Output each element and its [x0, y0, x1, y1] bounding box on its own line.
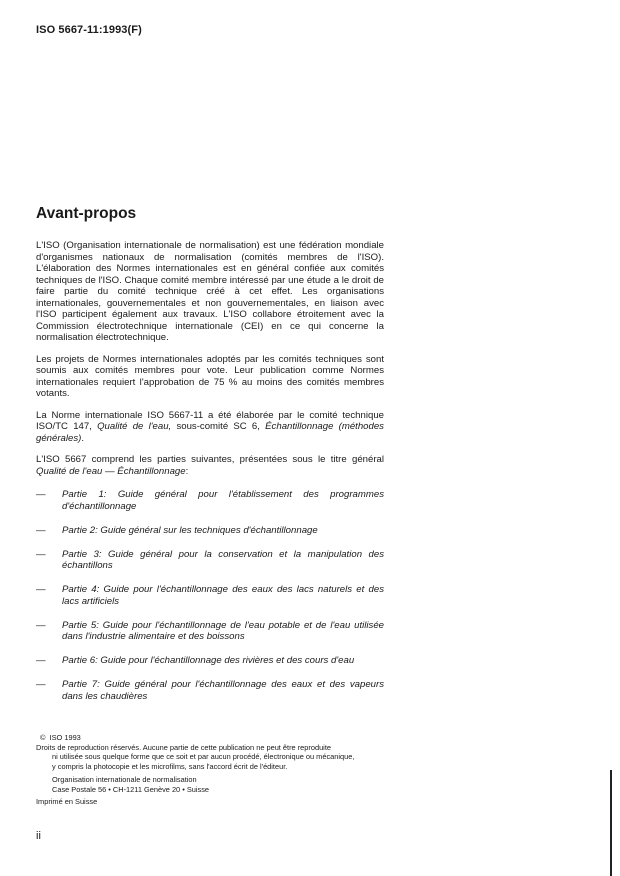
section-title: Avant-propos [36, 205, 137, 222]
rights-line-1: Droits de reproduction réservés. Aucune partie de cette publication ne peut être reproduite [36, 742, 331, 752]
rights-line-2: ni utilisée sous quelque forme que ce soit et par aucun procédé, électronique ou mécanique, [52, 752, 355, 762]
dash-bullet: — [36, 584, 46, 595]
paragraph-iso-intro: L'ISO (Organisation internationale de normalisation) est une fédération mondiale d'organismes nationaux de normalisation (comités membres de l'ISO). L'élaboration des Normes internationales est en général confiée aux comités techniques de l'ISO. Chaque comité membre intéressé par une étude a le droit de faire partie du comité technique créé à cet effet. Les organisations internationales, gouvernementales et non gouvernementales, en liaison avec l'ISO participent également aux travaux. L'ISO collabore étroitement avec la Commission électrotechnique internationale (CEI) en ce qui concerne la normalisation électrotechnique. [36, 240, 384, 343]
list-item: — Partie 2: Guide général sur les techniques d'échantillonnage [36, 524, 318, 536]
paragraph-elaboration: La Norme internationale ISO 5667-11 a été élaborée par le comité technique ISO/TC 147, Qualité de l'eau, sous-comité SC 6, Échantillonnage (méthodes générales). [36, 409, 384, 444]
list-item: — Partie 5: Guide pour l'échantillonnage de l'eau potable et de l'eau utilisée dans l'industrie alimentaire et des boissons [36, 619, 384, 642]
page-number: ii [36, 830, 41, 842]
document-id-header: ISO 5667-11:1993(F) [36, 24, 142, 36]
dash-bullet: — [36, 548, 46, 560]
copyright-line: © ISO 1993 [36, 733, 396, 743]
dash-bullet: — [36, 619, 46, 631]
rights-line-3: y compris la photocopie et les microfilms, sans l'accord écrit de l'éditeur. [52, 762, 288, 772]
list-item: — Partie 1: Guide général pour l'établissement des programmes d'échantillonnage [36, 489, 384, 512]
parts-list [36, 489, 384, 702]
copyright-notice [36, 733, 396, 807]
copyright-symbol: © [40, 733, 46, 742]
scan-edge-line [610, 770, 612, 876]
paragraph-parts-intro: L'ISO 5667 comprend les parties suivantes, présentées sous le titre général Qualité de l'eau — Échantillonnage: [36, 454, 384, 477]
organisation-name: Organisation internationale de normalisation [52, 774, 197, 784]
foreword-body [36, 240, 384, 715]
organisation-address: Case Postale 56 • CH-1211 Genève 20 • Suisse [52, 784, 210, 794]
list-item: — Partie 6: Guide pour l'échantillonnage des rivières et des cours d'eau [36, 655, 355, 666]
dash-bullet: — [36, 489, 46, 500]
printed-in: Imprimé en Suisse [36, 797, 98, 807]
paragraph-voting: Les projets de Normes internationales adoptés par les comités techniques sont soumis aux comités membres pour vote. Leur publication comme Normes internationales requiert l'approbation de 75 % au moins des comités membres votants. [36, 353, 384, 399]
dash-bullet: — [36, 655, 46, 666]
list-item: — Partie 4: Guide pour l'échantillonnage des eaux des lacs naturels et des lacs artificiels [36, 584, 384, 607]
list-item: — Partie 3: Guide général pour la conservation et la manipulation des échantillons [36, 548, 384, 571]
dash-bullet: — [36, 524, 46, 536]
list-item: — Partie 7: Guide général pour l'échantillonnage des eaux et des vapeurs dans les chaudières [36, 679, 384, 702]
dash-bullet: — [36, 679, 46, 690]
